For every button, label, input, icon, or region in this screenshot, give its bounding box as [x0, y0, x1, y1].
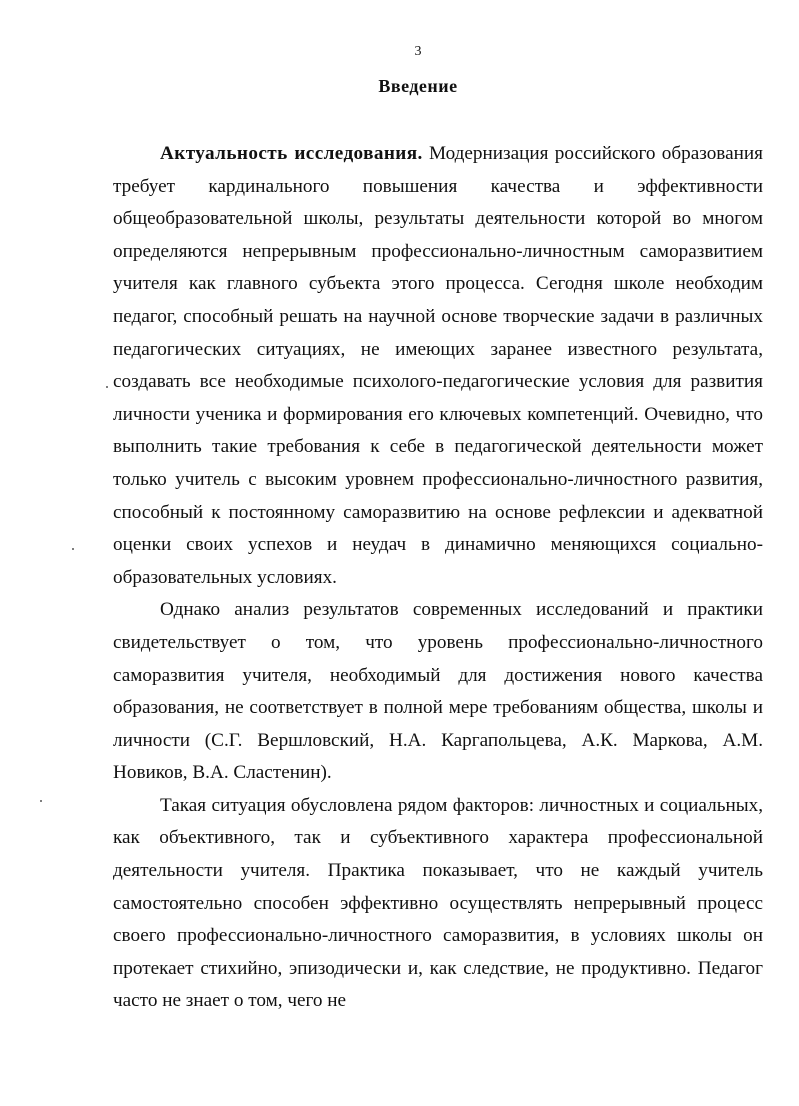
paragraph-text: Такая ситуация обусловлена рядом факторов: личностных и социальных, как объективного, так и субъективного характера профессиональной деятельности учителя. Практика показывает, что не каждый учитель самостоятельно способен эффективно осуществлять непрерывный процесс своего профессионально-личностного саморазвития, в условиях школы он протекает стихийно, эпизодически и, как следствие, не продуктивно. Педагог часто не знает о том, чего не: [113, 794, 763, 1012]
paragraph-factors: [113, 790, 763, 1018]
paragraph-text: Однако анализ результатов современных исследований и практики свидетельствует о том, что уровень профессионально-личностного саморазвития учителя, необходимый для достижения нового качества образования, не соответствует в полной мере требованиям общества, школы и личности (С.Г. Вершловский, Н.А. Каргапольцева, А.К. Маркова, А.М. Новиков, В.А. Сластенин).: [113, 599, 763, 784]
page-number: 3: [414, 44, 422, 59]
paragraph-analysis: [113, 594, 763, 790]
scan-speck: [72, 548, 74, 550]
paragraph-lead: Актуальность исследования.: [160, 143, 423, 164]
body-text: [113, 138, 763, 1018]
paragraph-text: Модернизация российского образования требует кардинального повышения качества и эффективности общеобразовательной школы, результаты деятельности которой во многом определяются непрерывным профессионально-личностным саморазвитием учителя как главного субъекта этого процесса. Сегодня школе необходим педагог, способный решать на научной основе творческие задачи в различных педагогических ситуациях, не имеющих заранее известного результата, создавать все необходимые психолого-педагогические условия для развития личности ученика и формирования его ключевых компетенций. Очевидно, что выполнить такие требования к себе в педагогической деятельности может только учитель с высоким уровнем профессионально-личностного развития, способный к постоянному саморазвитию на основе рефлексии и адекватной оценки своих успехов и неудач в динамично меняющихся социально-образовательных условиях.: [113, 143, 763, 588]
section-heading: Введение: [378, 76, 458, 96]
scan-speck: [106, 386, 108, 388]
paragraph-relevance: [113, 138, 763, 594]
scan-speck: [40, 800, 42, 802]
